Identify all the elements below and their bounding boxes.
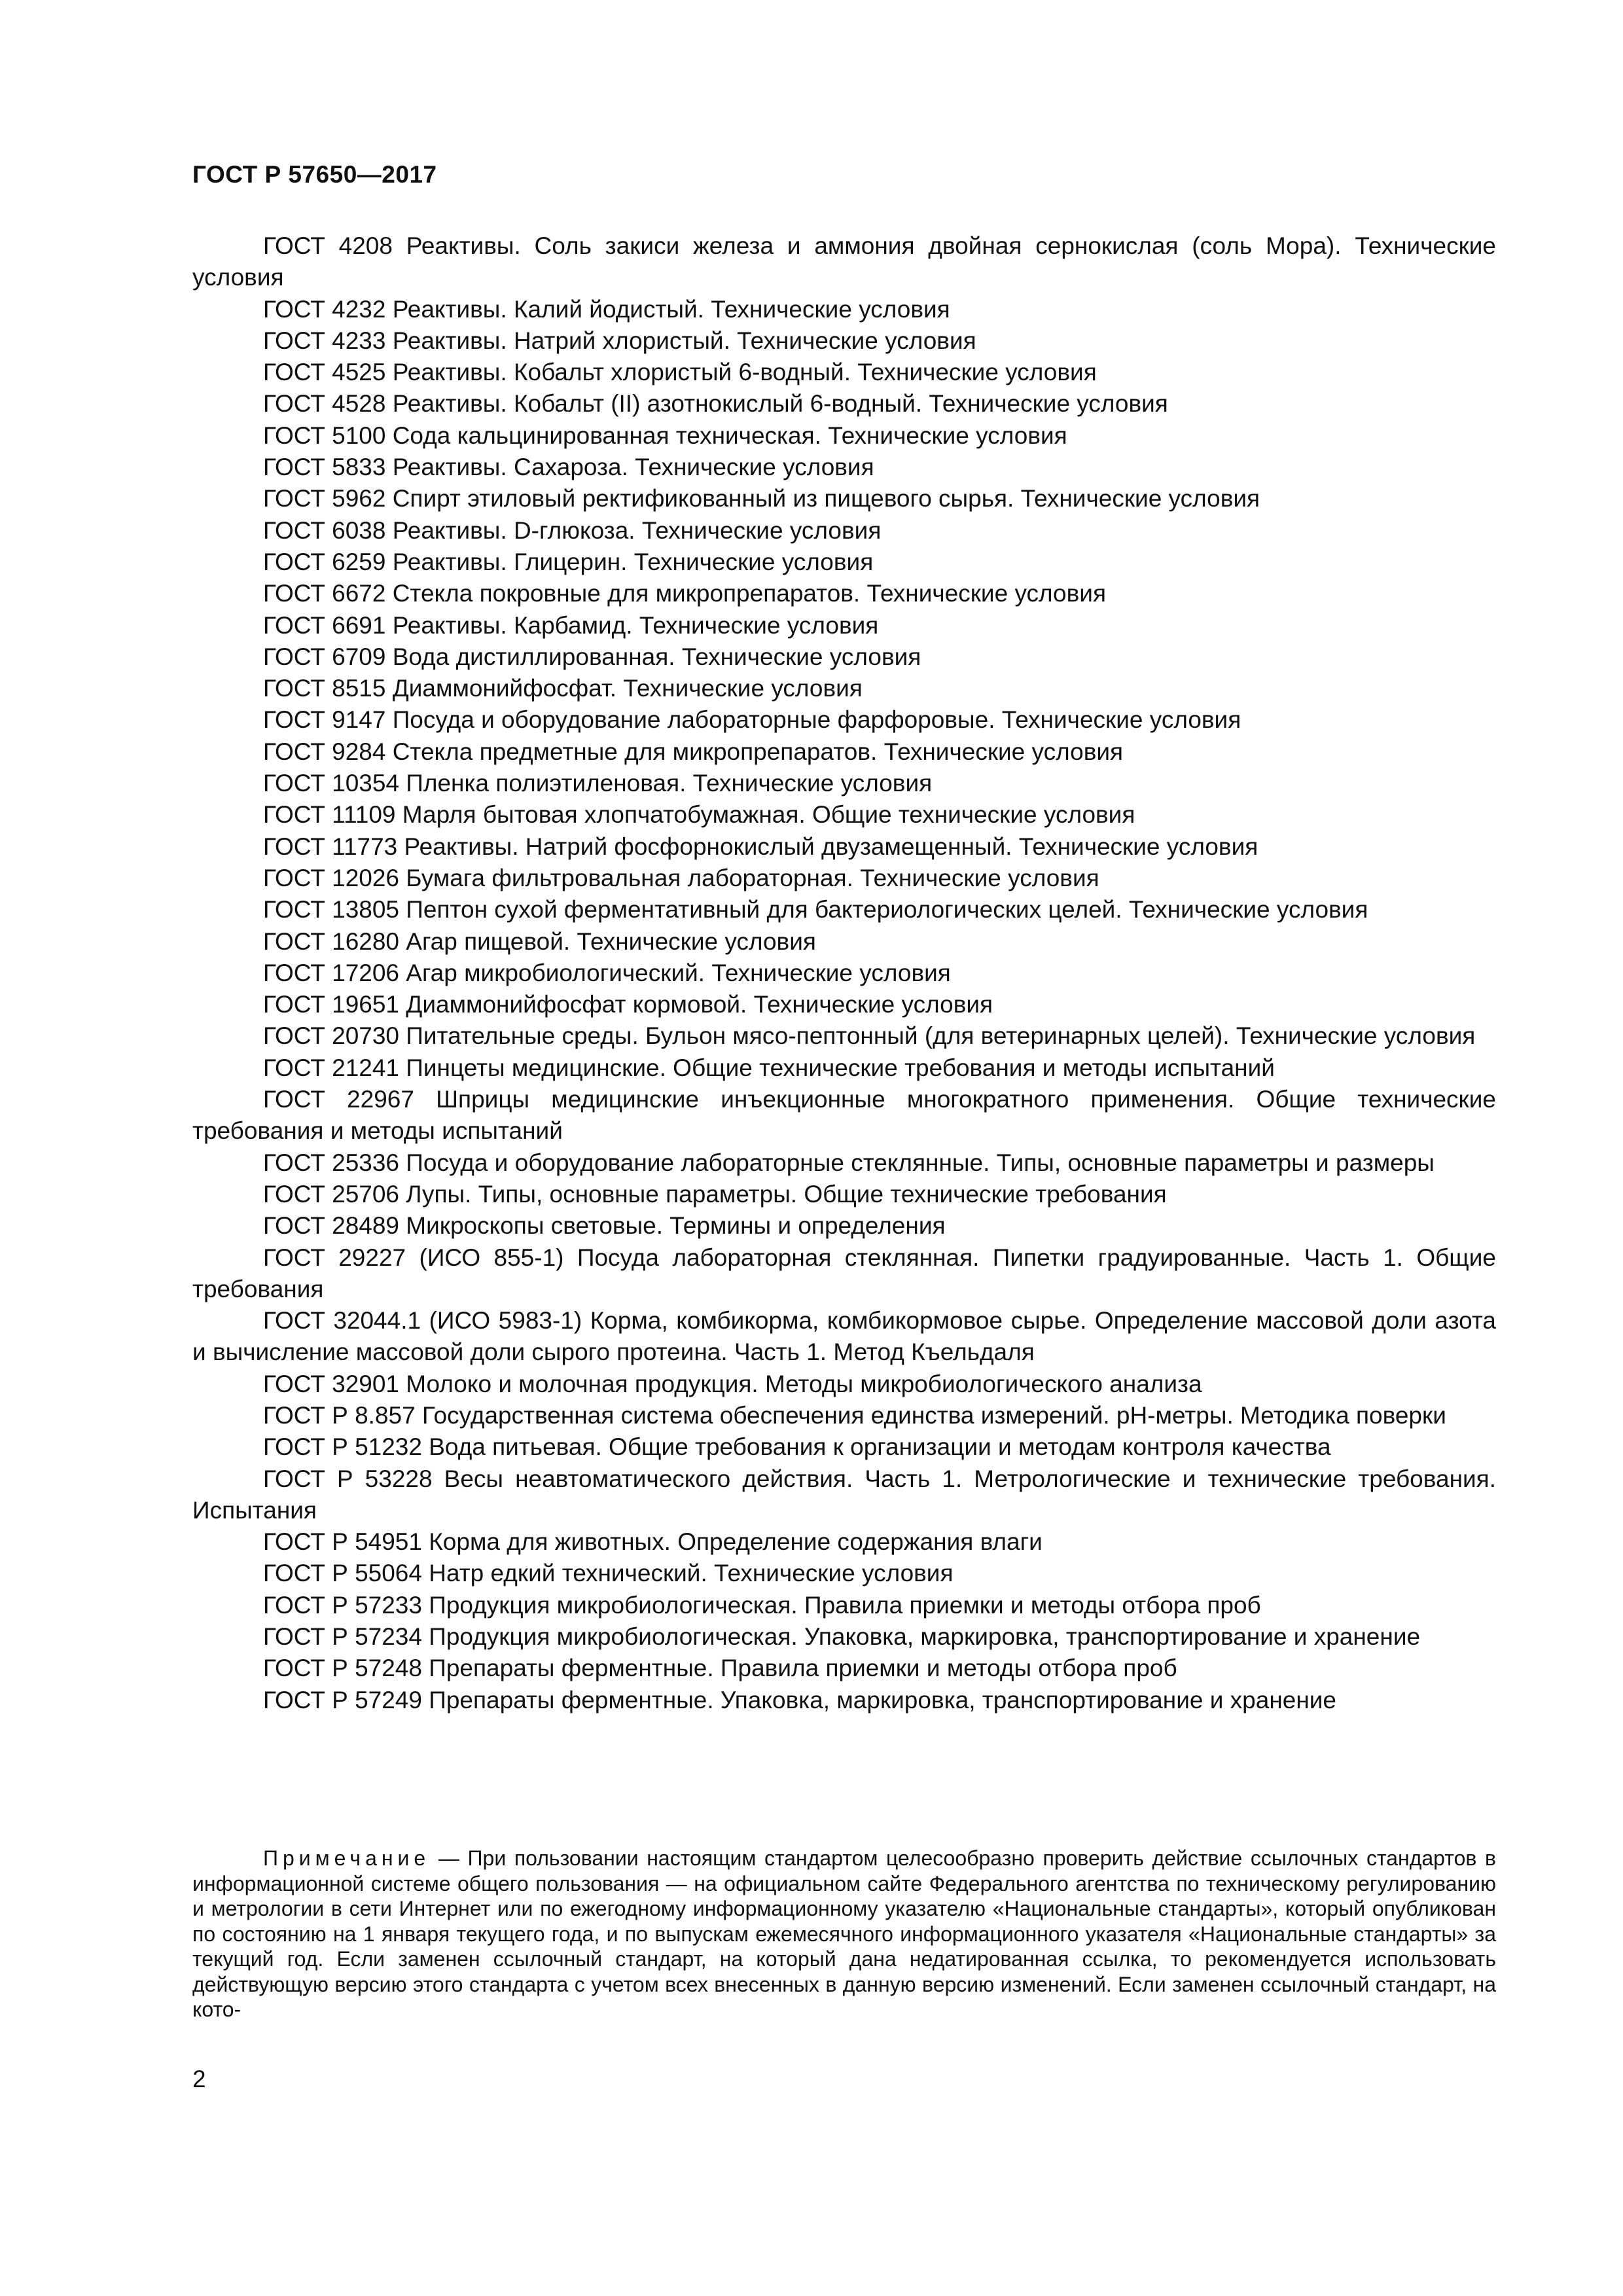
reference-code: ГОСТ Р 8.857 [263, 1401, 416, 1429]
note-label: Примечание [263, 1846, 431, 1870]
reference-title: Марля бытовая хлопчатобумажная. Общие технические условия [402, 801, 1135, 829]
reference-item [192, 483, 1496, 514]
reference-title: Лупы. Типы, основные параметры. Общие технические требования [406, 1180, 1167, 1208]
reference-code: ГОСТ 13805 [263, 896, 399, 924]
reference-title: Посуда лабораторная стеклянная. Пипетки градуированные. Часть 1. Общие требования [192, 1244, 1496, 1302]
reference-title: Реактивы. Соль закиси железа и аммония двойная сернокислая (соль Мора). Технические условия [192, 232, 1497, 291]
reference-code: ГОСТ 4528 [263, 390, 386, 418]
reference-title: Бумага фильтровальная лабораторная. Технические условия [406, 864, 1099, 891]
reference-item [192, 641, 1496, 673]
reference-item [192, 768, 1496, 799]
reference-title: Продукция микробиологическая. Правила приемки и методы отбора проб [429, 1591, 1261, 1619]
reference-item [192, 1084, 1496, 1147]
reference-item [192, 357, 1496, 388]
reference-item [192, 894, 1496, 925]
reference-code: ГОСТ Р 57248 [263, 1655, 422, 1682]
reference-title: Диаммонийфосфат кормовой. Технические условия [406, 991, 993, 1018]
reference-title: Спирт этиловый ректификованный из пищевого сырья. Технические условия [392, 485, 1260, 512]
reference-item [192, 420, 1496, 452]
reference-item [192, 1431, 1496, 1463]
reference-title: Молоко и молочная продукция. Методы микробиологического анализа [406, 1370, 1202, 1397]
reference-title: Реактивы. Кобальт (II) азотнокислый 6-водный. Технические условия [392, 390, 1168, 418]
reference-item [192, 926, 1496, 958]
reference-title: Реактивы. Калий йодистый. Технические условия [392, 295, 950, 323]
reference-code: ГОСТ 8515 [263, 675, 386, 702]
reference-item [192, 1210, 1496, 1242]
reference-title: Продукция микробиологическая. Упаковка, маркировка, транспортирование и хранение [429, 1623, 1421, 1651]
reference-code: ГОСТ 4208 [263, 232, 393, 259]
note-text: — При пользовании настоящим стандартом целесообразно проверить действие ссылочных стандартов в информационной системе общего пользования — на официальном сайте Федерального агентства по техническому регулированию и метрологии в сети Интернет или по ежегодному информационному указателю «Национальные стандарты», который опубликован по состоянию на 1 января текущего года, и по выпускам ежемесячного информационного указателя «Национальные стандарты» за текущий год. Если заменен ссылочный стандарт, на который дана недатированная ссылка, то рекомендуется использовать действующую версию этого стандарта с учетом всех внесенных в данную версию изменений. Если заменен ссылочный стандарт, на кото- [192, 1846, 1497, 2021]
reference-code: ГОСТ 12026 [263, 864, 399, 891]
note-paragraph [192, 1846, 1496, 2022]
reference-title: Вода питьевая. Общие требования к организации и методам контроля качества [429, 1433, 1331, 1461]
reference-code: ГОСТ 4525 [263, 359, 386, 386]
reference-code: ГОСТ 20730 [263, 1022, 399, 1050]
reference-code: ГОСТ 32044.1 (ИСО 5983-1) [263, 1307, 582, 1335]
reference-item [192, 831, 1496, 863]
reference-title: Пленка полиэтиленовая. Технические условия [406, 770, 933, 797]
reference-item [192, 1305, 1496, 1369]
reference-item [192, 799, 1496, 831]
reference-code: ГОСТ 10354 [263, 770, 399, 797]
reference-code: ГОСТ 11773 [263, 833, 398, 860]
reference-code: ГОСТ 5833 [263, 454, 386, 481]
reference-title: Питательные среды. Бульон мясо-пептонный (для ветеринарных целей). Технические условия [406, 1022, 1476, 1050]
reference-title: Агар микробиологический. Технические условия [406, 959, 951, 986]
reference-code: ГОСТ 28489 [263, 1212, 399, 1240]
reference-item [192, 958, 1496, 989]
reference-item [192, 1400, 1496, 1431]
reference-title: Государственная система обеспечения единства измерений. pH-метры. Методика поверки [421, 1401, 1446, 1429]
reference-item [192, 673, 1496, 704]
reference-code: ГОСТ 6259 [263, 548, 386, 575]
reference-item [192, 1590, 1496, 1621]
reference-title: Весы неавтоматического действия. Часть 1. Метрологические и технические требования. Испытания [192, 1465, 1496, 1524]
reference-code: ГОСТ 11109 [263, 801, 396, 829]
reference-title: Препараты ферментные. Упаковка, маркировка, транспортирование и хранение [429, 1686, 1337, 1713]
reference-title: Посуда и оборудование лабораторные фарфоровые. Технические условия [392, 706, 1241, 734]
reference-code: ГОСТ Р 57233 [263, 1591, 422, 1619]
reference-item [192, 294, 1496, 325]
reference-item [192, 704, 1496, 736]
reference-item [192, 610, 1496, 641]
reference-item [192, 1558, 1496, 1589]
reference-code: ГОСТ 25336 [263, 1149, 399, 1176]
reference-code: ГОСТ 5100 [263, 422, 386, 449]
reference-code: ГОСТ 9284 [263, 738, 386, 765]
reference-title: Реактивы. Натрий хлористый. Технические условия [392, 327, 976, 354]
reference-code: ГОСТ 6691 [263, 611, 386, 639]
reference-title: Агар пищевой. Технические условия [406, 927, 816, 955]
reference-code: ГОСТ 19651 [263, 991, 399, 1018]
reference-code: ГОСТ 4232 [263, 295, 386, 323]
reference-item [192, 230, 1496, 294]
reference-code: ГОСТ 32901 [263, 1370, 399, 1397]
reference-code: ГОСТ Р 54951 [263, 1528, 422, 1556]
reference-title: Реактивы. Кобальт хлористый 6-водный. Технические условия [392, 359, 1097, 386]
reference-title: Стекла предметные для микропрепаратов. Технические условия [392, 738, 1124, 765]
reference-code: ГОСТ 16280 [263, 927, 399, 955]
reference-item [192, 1242, 1496, 1306]
reference-item [192, 515, 1496, 547]
reference-item [192, 578, 1496, 609]
reference-code: ГОСТ 6672 [263, 580, 386, 607]
reference-item [192, 1463, 1496, 1527]
reference-item [192, 1179, 1496, 1210]
reference-title: Реактивы. Сахароза. Технические условия [392, 454, 874, 481]
reference-code: ГОСТ Р 55064 [263, 1560, 422, 1587]
reference-item [192, 1621, 1496, 1653]
reference-title: Пинцеты медицинские. Общие технические требования и методы испытаний [406, 1054, 1275, 1081]
reference-title: Сода кальцинированная техническая. Технические условия [392, 422, 1067, 449]
reference-title: Микроскопы световые. Термины и определения [406, 1212, 946, 1240]
reference-title: Корма для животных. Определение содержания влаги [429, 1528, 1043, 1556]
reference-code: ГОСТ Р 51232 [263, 1433, 422, 1461]
reference-item [192, 1052, 1496, 1084]
reference-title: Посуда и оборудование лабораторные стеклянные. Типы, основные параметры и размеры [406, 1149, 1435, 1176]
reference-title: Корма, комбикорма, комбикормовое сырье. Определение массовой доли азота и вычисление массовой доли сырого протеина. Часть 1. Метод Къельдаля [192, 1307, 1496, 1366]
reference-code: ГОСТ Р 53228 [263, 1465, 433, 1492]
reference-code: ГОСТ 21241 [263, 1054, 399, 1081]
reference-code: ГОСТ 6038 [263, 516, 386, 544]
reference-code: ГОСТ 29227 (ИСО 855-1) [263, 1244, 564, 1271]
reference-code: ГОСТ 25706 [263, 1180, 399, 1208]
reference-code: ГОСТ 5962 [263, 485, 386, 512]
reference-code: ГОСТ Р 57234 [263, 1623, 422, 1651]
reference-title: Реактивы. D-глюкоза. Технические условия [392, 516, 882, 544]
reference-item [192, 989, 1496, 1020]
reference-title: Вода дистиллированная. Технические условия [392, 643, 921, 670]
page-header-title: ГОСТ Р 57650—2017 [192, 161, 437, 188]
reference-title: Реактивы. Натрий фосфорнокислый двузамещенный. Технические условия [404, 833, 1258, 860]
reference-code: ГОСТ 22967 [263, 1086, 414, 1113]
reference-item [192, 1526, 1496, 1558]
reference-title: Реактивы. Глицерин. Технические условия [392, 548, 874, 575]
reference-code: ГОСТ 4233 [263, 327, 386, 354]
reference-item [192, 1653, 1496, 1684]
normative-references-list [192, 230, 1496, 1716]
reference-item [192, 452, 1496, 483]
reference-item [192, 736, 1496, 768]
reference-item [192, 1369, 1496, 1400]
page-number: 2 [192, 2066, 206, 2092]
reference-item [192, 1685, 1496, 1716]
reference-title: Препараты ферментные. Правила приемки и методы отбора проб [429, 1655, 1177, 1682]
reference-item [192, 863, 1496, 894]
reference-item [192, 1020, 1496, 1052]
reference-title: Диаммонийфосфат. Технические условия [392, 675, 863, 702]
reference-code: ГОСТ 9147 [263, 706, 386, 734]
reference-title: Шприцы медицинские инъекционные многократного применения. Общие технические требования и методы испытаний [192, 1086, 1496, 1145]
reference-item [192, 388, 1496, 420]
reference-title: Реактивы. Карбамид. Технические условия [392, 611, 879, 639]
reference-item [192, 325, 1496, 357]
reference-item [192, 1147, 1496, 1179]
reference-code: ГОСТ Р 57249 [263, 1686, 422, 1713]
reference-title: Натр едкий технический. Технические условия [429, 1560, 954, 1587]
reference-title: Пептон сухой ферментативный для бактериологических целей. Технические условия [406, 896, 1368, 924]
reference-code: ГОСТ 6709 [263, 643, 386, 670]
reference-title: Стекла покровные для микропрепаратов. Технические условия [392, 580, 1106, 607]
reference-code: ГОСТ 17206 [263, 959, 399, 986]
reference-item [192, 547, 1496, 578]
